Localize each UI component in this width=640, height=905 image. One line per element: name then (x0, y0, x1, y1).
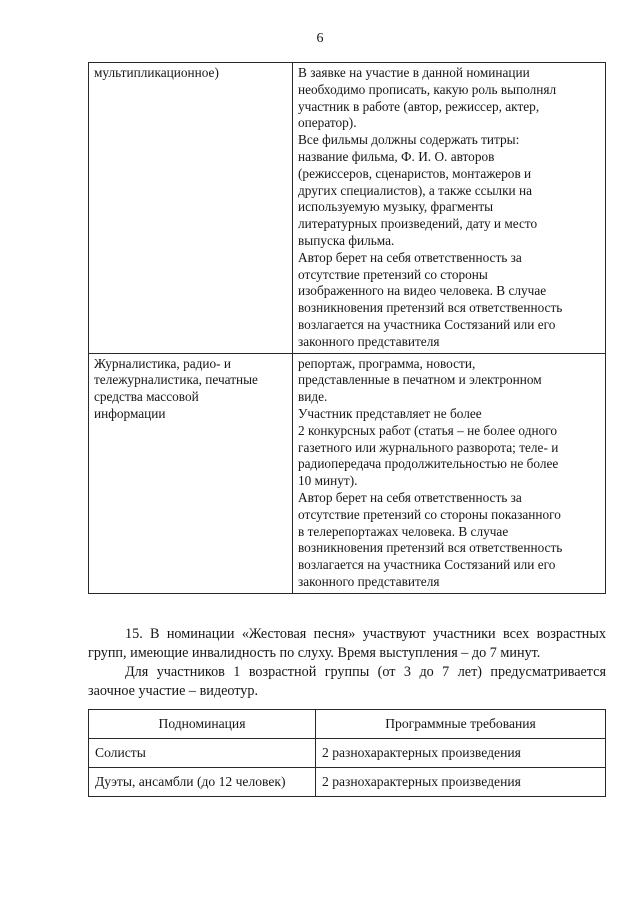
category-text: Журналистика, радио- и тележурналистика, печатные средства массовой информации (94, 355, 258, 421)
table-row (89, 63, 606, 354)
table-cell-requirements (293, 353, 606, 593)
table-cell-requirements (293, 63, 606, 354)
header-program-requirements: Программные требования (316, 710, 606, 739)
header-subnomination: Подноминация (89, 710, 316, 739)
requirement-cell: 2 разнохарактерных произведения (316, 739, 606, 768)
page-number: 6 (316, 31, 324, 46)
requirement-cell: 2 разнохарактерных произведения (316, 768, 606, 797)
table-cell-category (89, 353, 293, 593)
table-header-row (89, 710, 606, 739)
subnomination-cell: Солисты (89, 739, 316, 768)
subnomination-cell: Дуэты, ансамбли (до 12 человек) (89, 768, 316, 797)
paragraph-age-group: Для участников 1 возрастной группы (от 3 до 7 лет) предусматривается заочное участие – видеотур. (88, 664, 606, 699)
paragraph-15: 15. В номинации «Жестовая песня» участвуют участники всех возрастных групп, имеющие инвалидность по слуху. Время выступления – до 7 минут. (88, 626, 606, 661)
requirements-text: репортаж, программа, новости, представленные в печатном и электронном виде. Участник представляет не более 2 конкурсных работ (статья – не более одного газетного или журнального разворота; теле- и радиопередача продолжительностью не более 10 минут). Автор берет на себя ответственность за отсутствие претензий со стороны показанного в телерепортажах человека. В случае возникновения претензий вся ответственность возлагается на участника Состязаний или его законного представителя (298, 355, 563, 589)
category-text: мультипликационное) (94, 65, 219, 80)
requirements-text: В заявке на участие в данной номинации необходимо прописать, какую роль выполнял участник в работе (автор, режиссер, актер, оператор). Все фильмы должны содержать титры: название фильма, Ф. И. О. авторов (режиссеров, сценаристов, монтажеров и других специалистов), а также ссылки на используемую музыку, фрагменты литературных произведений, дату и место выпуска фильма. Автор берет на себя ответственность за отсутствие претензий со стороны изображенного на видео человека. В случае возникновения претензий вся ответственность возлагается на участника Состязаний или его законного представителя (298, 65, 563, 349)
table-row (89, 768, 606, 797)
sign-song-subnominations-table (88, 709, 606, 797)
nomination-requirements-table (88, 62, 606, 594)
table-row (89, 353, 606, 593)
table-cell-category (89, 63, 293, 354)
table-row (89, 739, 606, 768)
